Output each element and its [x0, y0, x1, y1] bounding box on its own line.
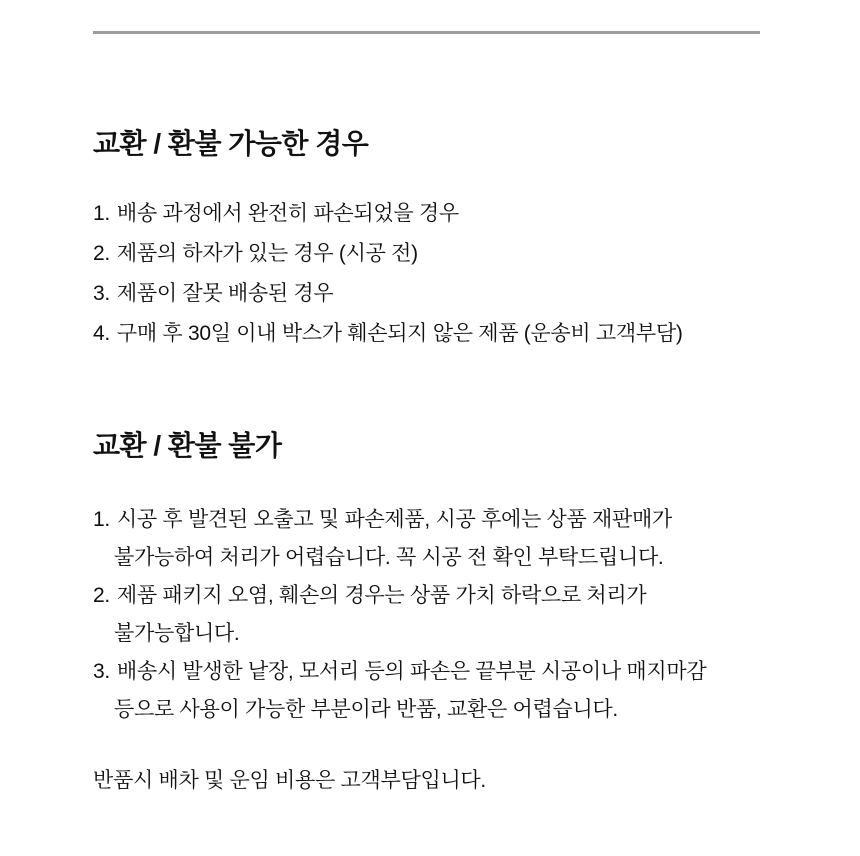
section-exchange-impossible: [93, 429, 764, 729]
item-text: 배송시 발생한 낱장, 모서리 등의 파손은 끝부분 시공이나 매지마감: [116, 660, 707, 683]
item-number: 3.: [93, 282, 110, 305]
list-item: [93, 234, 764, 274]
exchange-impossible-list: [93, 501, 764, 729]
footer-note: 반품시 배차 및 운임 비용은 고객부담입니다.: [93, 769, 486, 792]
item-text: 시공 후 발견된 오출고 및 파손제품, 시공 후에는 상품 재판매가: [116, 508, 672, 531]
list-item: [93, 194, 764, 234]
list-item: [93, 653, 764, 691]
section-exchange-possible: [93, 127, 764, 354]
item-text: 불가능하여 처리가 어렵습니다. 꼭 시공 전 확인 부탁드립니다.: [114, 546, 664, 569]
item-text: 제품의 하자가 있는 경우 (시공 전): [116, 242, 418, 265]
list-item: [93, 577, 764, 615]
exchange-possible-list: [93, 194, 764, 354]
item-text: 등으로 사용이 가능한 부분이라 반품, 교환은 어렵습니다.: [114, 698, 618, 721]
section-heading-exchange-impossible: 교환 / 환불 불가: [93, 430, 282, 461]
item-text: 제품 패키지 오염, 훼손의 경우는 상품 가치 하락으로 처리가: [116, 584, 647, 607]
item-text: 불가능합니다.: [114, 622, 240, 645]
section-heading-exchange-possible: 교환 / 환불 가능한 경우: [93, 128, 369, 159]
item-number: 2.: [93, 584, 110, 607]
list-item: [93, 501, 764, 539]
item-text: 구매 후 30일 이내 박스가 훼손되지 않은 제품 (운송비 고객부담): [116, 322, 683, 345]
top-divider: [93, 31, 760, 34]
item-number: 4.: [93, 322, 110, 345]
item-text: 배송 과정에서 완전히 파손되었을 경우: [116, 202, 459, 225]
policy-content: [0, 31, 860, 800]
item-number: 3.: [93, 660, 110, 683]
list-item: [93, 274, 764, 314]
item-text: 제품이 잘못 배송된 경우: [116, 282, 334, 305]
list-item: [93, 314, 764, 354]
item-number: 2.: [93, 242, 110, 265]
list-item-continuation: [93, 691, 764, 729]
item-number: 1.: [93, 508, 110, 531]
item-number: 1.: [93, 202, 110, 225]
list-item-continuation: [93, 539, 764, 577]
list-item-continuation: [93, 615, 764, 653]
